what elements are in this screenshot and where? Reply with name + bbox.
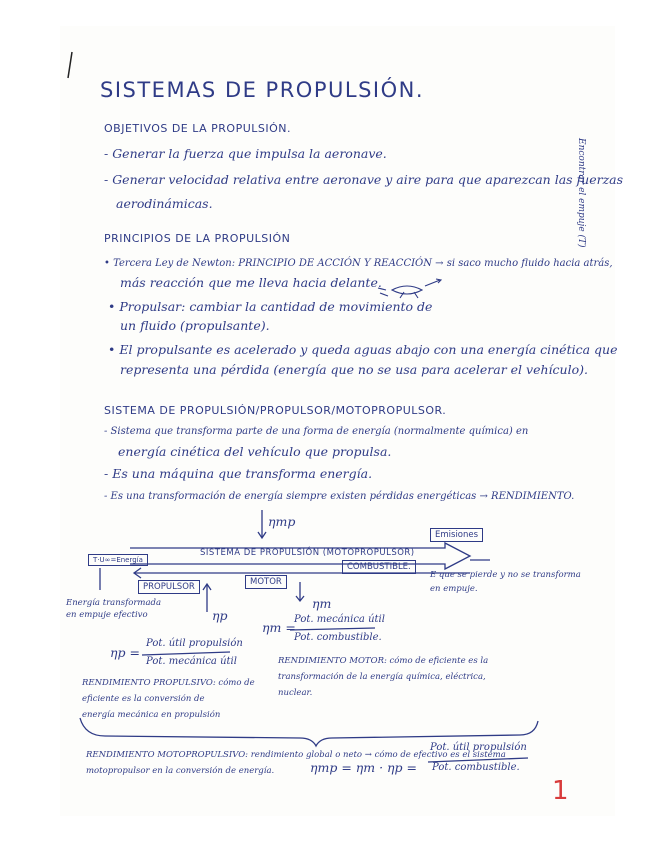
- objetivo-1: - Generar la fuerza que impulsa la aeronave.: [104, 146, 387, 161]
- objetivo-2-cont: aerodinámicas.: [116, 196, 213, 211]
- eta-p-numerator: Pot. útil propulsión: [146, 638, 243, 649]
- eta-m-label: ηm: [312, 596, 332, 611]
- section-heading-principios: PRINCIPIOS DE LA PROPULSIÓN: [104, 232, 291, 245]
- eta-m-denominator: Pot. combustible.: [294, 632, 382, 643]
- page-title: SISTEMAS DE PROPULSIÓN.: [100, 78, 425, 102]
- rend-motor-3: nuclear.: [278, 688, 313, 698]
- rend-motopropulsivo-1: RENDIMIENTO MOTOPROPULSIVO: rendimiento global o neto → cómo de efectivo es el sistema: [86, 750, 506, 760]
- thrust-energy-box: T·U∞=Energía: [88, 554, 148, 566]
- rend-propulsivo-3: energía mecánica en propulsión: [82, 710, 221, 720]
- eta-m-formula-lhs: ηm =: [262, 620, 296, 635]
- objetivo-2: - Generar velocidad relativa entre aeronave y aire para que aparezcan las fuerzas: [104, 172, 624, 187]
- eta-m-numerator: Pot. mecánica útil: [294, 614, 385, 625]
- emisiones-box: Emisiones: [430, 528, 483, 542]
- eta-mp-label: ηmp: [268, 514, 296, 529]
- margin-mark: [68, 52, 72, 78]
- global-denominator: Pot. combustible.: [432, 762, 520, 773]
- main-system-label: SISTEMA DE PROPULSIÓN (MOTOPROPULSOR): [200, 548, 415, 558]
- global-numerator: Pot. útil propulsión: [430, 742, 527, 753]
- sistema-line-3: - Es una máquina que transforma energía.: [104, 466, 373, 481]
- principio-line-4: un fluido (propulsante).: [120, 318, 270, 333]
- page-number: 1: [552, 776, 569, 806]
- loss-note-2: en empuje.: [430, 584, 478, 594]
- sistema-line-2: energía cinética del vehículo que propulsa.: [118, 444, 392, 459]
- principio-line-1: • Tercera Ley de Newton: PRINCIPIO DE ACCIÓN Y REACCIÓN → si saco mucho fluido hacia atrás,: [104, 258, 613, 269]
- side-note: Encontrar el empuje (T): [576, 138, 586, 248]
- principio-line-6: representa una pérdida (energía que no se usa para acelerar el vehículo).: [120, 362, 588, 377]
- thrust-note-1: Energía transformada: [66, 598, 162, 608]
- propulsor-box: PROPULSOR: [138, 580, 200, 594]
- thrust-note-2: en empuje efectivo: [66, 610, 148, 620]
- sistema-line-1: - Sistema que transforma parte de una forma de energía (normalmente química) en: [104, 426, 529, 437]
- global-formula-lhs: ηmp = ηm · ηp =: [310, 760, 417, 775]
- sistema-line-4: - Es una transformación de energía siempre existen pérdidas energéticas → RENDIMIENTO.: [104, 491, 575, 502]
- loss-note-1: E que se pierde y no se transforma: [430, 570, 581, 580]
- rend-propulsivo-1: RENDIMIENTO PROPULSIVO: cómo de: [82, 678, 255, 688]
- combustible-box: COMBUSTIBLE.: [342, 560, 416, 574]
- rend-motor-2: transformación de la energía química, eléctrica,: [278, 672, 486, 682]
- eta-p-label: ηp: [212, 608, 228, 623]
- aircraft-sketch-icon: [378, 279, 441, 298]
- eta-p-formula-lhs: ηp =: [110, 645, 140, 660]
- section-heading-sistema: SISTEMA DE PROPULSIÓN/PROPULSOR/MOTOPROPULSOR.: [104, 404, 447, 417]
- principio-line-3: • Propulsar: cambiar la cantidad de movimiento de: [108, 299, 433, 314]
- rend-propulsivo-2: eficiente es la conversión de: [82, 694, 205, 704]
- section-heading-objetivos: OBJETIVOS DE LA PROPULSIÓN.: [104, 122, 292, 135]
- rend-motopropulsivo-2: motopropulsor en la conversión de energía.: [86, 766, 275, 776]
- rend-motor-1: RENDIMIENTO MOTOR: cómo de eficiente es la: [278, 656, 489, 666]
- principio-line-2: más reacción que me lleva hacia delante.: [120, 275, 382, 290]
- eta-p-denominator: Pot. mecánica útil: [146, 656, 237, 667]
- motor-box: MOTOR: [245, 575, 287, 589]
- principio-line-5: • El propulsante es acelerado y queda aguas abajo con una energía cinética que: [108, 342, 618, 357]
